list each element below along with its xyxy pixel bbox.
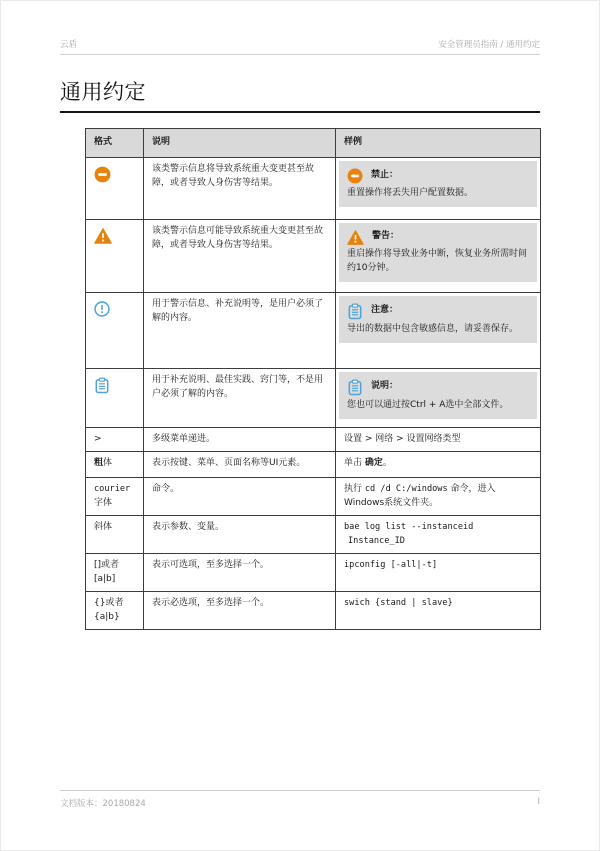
title-rule bbox=[60, 111, 540, 113]
table-row bbox=[86, 157, 541, 219]
table-row bbox=[86, 427, 541, 451]
note-clipboard-icon bbox=[347, 303, 363, 320]
description-cell: 表示参数、变量。 bbox=[144, 515, 336, 553]
prohibit-note-box bbox=[339, 161, 537, 207]
note-clipboard-icon bbox=[347, 379, 363, 396]
table-row bbox=[86, 477, 541, 515]
notice-note-box bbox=[339, 296, 537, 343]
bold-ui-element: 确定 bbox=[364, 457, 383, 468]
variable-line: Instance_ID bbox=[348, 535, 405, 546]
courier-sample: courier bbox=[94, 483, 131, 494]
example-cell bbox=[336, 553, 541, 591]
note-box-label: 注意： bbox=[371, 305, 399, 316]
example-cell bbox=[336, 157, 541, 219]
col-header-description: 说明 bbox=[144, 129, 336, 158]
format-cell: {}或者{a|b} bbox=[86, 591, 144, 629]
warning-icon bbox=[347, 230, 364, 245]
header-breadcrumb: 安全管理员指南 / 通用约定 bbox=[438, 40, 540, 50]
footer-doc-version: 文档版本：20180824 bbox=[60, 799, 146, 809]
page-title: 通用约定 bbox=[60, 80, 146, 104]
description-cell: 用于补充说明、最佳实践、窍门等，不是用户必须了解的内容。 bbox=[144, 368, 336, 427]
description-cell: 表示可选项，至多选择一个。 bbox=[144, 553, 336, 591]
col-header-example: 样例 bbox=[336, 129, 541, 158]
note-box-text: 重置操作将丢失用户配置数据。 bbox=[347, 187, 474, 198]
note-note-box bbox=[339, 372, 537, 419]
example-cell bbox=[336, 368, 541, 427]
format-cell: 斜体 bbox=[86, 515, 144, 553]
table-row bbox=[86, 368, 541, 427]
description-cell: 用于警示信息、补充说明等，是用户必须了解的内容。 bbox=[144, 292, 336, 368]
footer-rule bbox=[60, 790, 540, 791]
table-row bbox=[86, 219, 541, 292]
command-sample: ipconfig [-all|-t] bbox=[344, 559, 438, 570]
description-cell: 命令。 bbox=[144, 477, 336, 515]
note-box-label: 说明： bbox=[371, 381, 399, 392]
table-row bbox=[86, 591, 541, 629]
example-cell bbox=[336, 292, 541, 368]
note-box-text: 您也可以通过按Ctrl + A选中全部文件。 bbox=[347, 399, 509, 410]
notice-circle-icon bbox=[94, 301, 135, 317]
running-footer bbox=[60, 797, 540, 809]
example-cell: 设置 > 网络 > 设置网络类型 bbox=[336, 427, 541, 451]
running-header bbox=[60, 38, 540, 55]
example-cell: 单击 确定。 bbox=[336, 451, 541, 477]
description-cell: 该类警示信息将导致系统重大变更甚至故障，或者导致人身伤害等结果。 bbox=[144, 157, 336, 219]
note-box-text: 导出的数据中包含敏感信息，请妥善保存。 bbox=[347, 323, 519, 334]
prohibit-icon bbox=[94, 166, 135, 183]
example-cell bbox=[336, 219, 541, 292]
warning-note-box bbox=[339, 223, 537, 282]
conventions-table bbox=[85, 128, 540, 630]
table-row bbox=[86, 292, 541, 368]
example-cell: 执行 cd /d C:/windows 命令，进入Windows系统文件夹。 bbox=[336, 477, 541, 515]
format-cell: 粗体 bbox=[86, 451, 144, 477]
description-cell: 表示按键、菜单、页面名称等UI元素。 bbox=[144, 451, 336, 477]
table-row bbox=[86, 451, 541, 477]
format-cell bbox=[86, 157, 144, 219]
format-cell: > bbox=[86, 427, 144, 451]
format-cell bbox=[86, 219, 144, 292]
format-cell: []或者[a|b] bbox=[86, 553, 144, 591]
command-line: bae log list --instanceid bbox=[344, 521, 474, 532]
footer-page-number: I bbox=[537, 797, 540, 807]
example-cell bbox=[336, 591, 541, 629]
table-header-row bbox=[86, 129, 541, 158]
command-sample: cd /d C:/windows bbox=[364, 483, 448, 494]
prohibit-icon bbox=[347, 168, 363, 184]
warning-icon bbox=[94, 228, 135, 244]
header-product-name: 云盾 bbox=[60, 40, 78, 50]
command-sample: swich {stand | slave} bbox=[344, 597, 453, 608]
table-row bbox=[86, 553, 541, 591]
note-box-label: 禁止： bbox=[371, 169, 399, 180]
table-row bbox=[86, 515, 541, 553]
description-cell: 表示必选项，至多选择一个。 bbox=[144, 591, 336, 629]
note-box-label: 警告： bbox=[372, 231, 400, 242]
note-box-text: 重启操作将导致业务中断，恢复业务所需时间约10分钟。 bbox=[347, 248, 528, 273]
format-cell bbox=[86, 368, 144, 427]
col-header-format: 格式 bbox=[86, 129, 144, 158]
bold-sample: 粗 bbox=[94, 457, 104, 468]
format-cell bbox=[86, 292, 144, 368]
example-cell bbox=[336, 515, 541, 553]
description-cell: 该类警示信息可能导致系统重大变更甚至故障，或者导致人身伤害等结果。 bbox=[144, 219, 336, 292]
description-cell: 多级菜单递进。 bbox=[144, 427, 336, 451]
format-cell: courier字体 bbox=[86, 477, 144, 515]
note-clipboard-icon bbox=[94, 377, 135, 394]
